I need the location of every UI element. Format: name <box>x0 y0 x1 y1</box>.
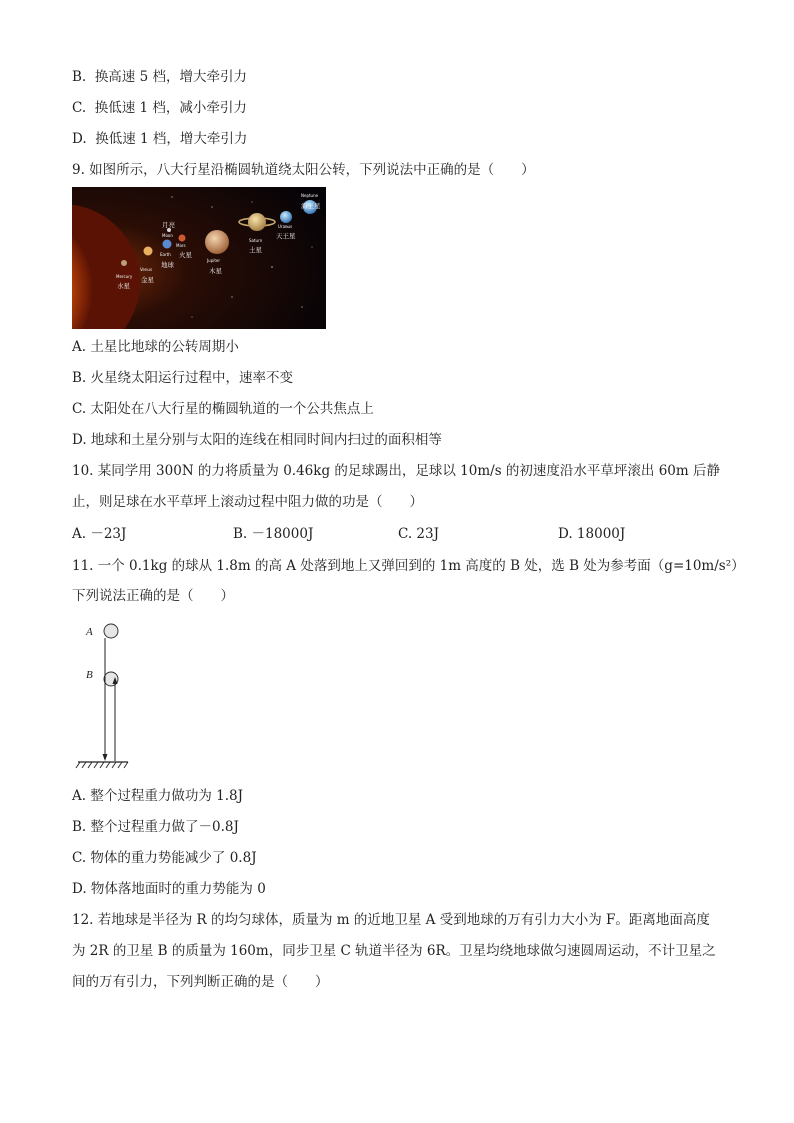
mercury <box>121 260 127 266</box>
mars-cn-label: 火星 <box>179 251 192 259</box>
q11-option-b: B. 整个过程重力做了－0.8J <box>72 819 239 835</box>
q11-stem-line2: 下列说法正确的是（ ） <box>72 588 234 604</box>
saturn <box>248 213 266 231</box>
moon-en-label: Moon <box>162 233 173 238</box>
venus-cn-label: 金星 <box>141 276 154 284</box>
jupiter <box>205 230 229 254</box>
ground-hatch <box>76 762 128 768</box>
saturn-en-label: Saturn <box>249 238 263 243</box>
q11-option-c: C. 物体的重力势能减少了 0.8J <box>72 850 257 866</box>
mercury-en-label: Mercury <box>116 274 133 279</box>
q9-option-a: A. 土星比地球的公转周期小 <box>72 339 239 355</box>
earth-en-label: Earth <box>160 252 171 257</box>
q11-option-a: A. 整个过程重力做功为 1.8J <box>72 788 244 804</box>
uranus-en-label: Uranus <box>278 224 293 229</box>
q10-option-d: D. 18000J <box>558 526 626 542</box>
ball-at-a <box>104 624 118 638</box>
earth <box>163 240 172 249</box>
q11-stem-line1: 11. 一个 0.1kg 的球从 1.8m 的高 A 处落到地上又弹回到的 1m 高度的 B 处，选 B 处为参考面（g=10m/s²） <box>72 558 745 574</box>
q10-option-c: C. 23J <box>398 526 440 542</box>
bounce-figure <box>72 614 142 774</box>
q9-option-b: B. 火星绕太阳运行过程中，速率不变 <box>72 370 294 386</box>
down-arrowhead <box>103 754 108 761</box>
jupiter-cn-label: 木星 <box>209 267 222 275</box>
q11-option-d: D. 物体落地面时的重力势能为 0 <box>72 881 266 897</box>
q10-option-b: B. －18000J <box>233 526 314 542</box>
earth-cn-label: 地球 <box>161 261 174 269</box>
jupiter-en-label: Jupiter <box>207 258 221 263</box>
moon-cn-label: 月亮 <box>162 221 175 229</box>
venus-en-label: Venus <box>140 267 153 272</box>
q10-options <box>72 525 722 543</box>
q12-stem: 12. 若地球是半径为 R 的均匀球体，质量为 m 的近地卫星 A 受到地球的万有引力大小为 F。距离地面高度为 2R 的卫星 B 的质量为 160m，同步卫星 C 轨道半径为 6R。卫星均绕地球做匀速圆周运动，不计卫星之间的万有引力，下列判断正确的是（ ） <box>72 912 716 990</box>
solar-system-figure <box>72 187 326 329</box>
option-c-prev: C. 换低速 1 档，减小牵引力 <box>72 100 247 116</box>
mars-en-label: Mars <box>176 243 186 248</box>
uranus <box>280 211 292 223</box>
neptune-en-label: Neptune <box>301 193 319 198</box>
q9-stem: 9. 如图所示，八大行星沿椭圆轨道绕太阳公转，下列说法中正确的是（ ） <box>72 162 535 178</box>
neptune-cn-label: 海王星 <box>301 202 321 210</box>
label-b: B <box>86 669 93 681</box>
option-d-prev: D. 换低速 1 档，增大牵引力 <box>72 131 248 147</box>
uranus-cn-label: 天王星 <box>276 232 296 240</box>
option-b-prev: B. 换高速 5 档，增大牵引力 <box>72 69 247 85</box>
q10-stem: 10. 某同学用 300N 的力将质量为 0.46kg 的足球踢出，足球以 10m/s 的初速度沿水平草坪滚出 60m 后静止，则足球在水平草坪上滚动过程中阻力做的功是（ ） <box>72 463 720 510</box>
saturn-cn-label: 土星 <box>249 246 262 254</box>
mars <box>179 235 186 242</box>
q9-option-c: C. 太阳处在八大行星的椭圆轨道的一个公共焦点上 <box>72 401 374 417</box>
q10-option-a: A. －23J <box>72 526 127 542</box>
q9-option-d: D. 地球和土星分别与太阳的连线在相同时间内扫过的面积相等 <box>72 432 442 448</box>
label-a: A <box>86 626 93 638</box>
venus <box>144 247 153 256</box>
mercury-cn-label: 水星 <box>117 282 130 290</box>
